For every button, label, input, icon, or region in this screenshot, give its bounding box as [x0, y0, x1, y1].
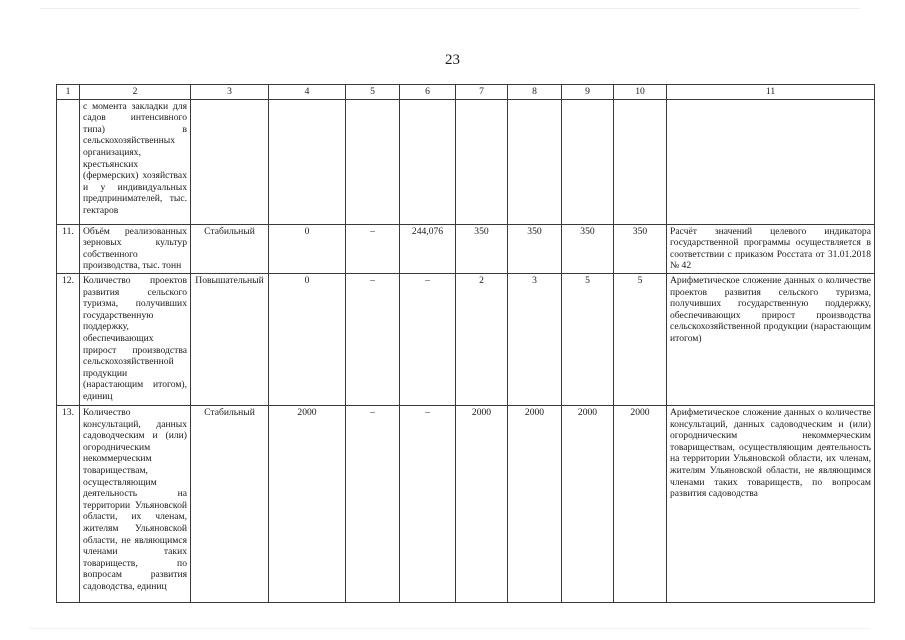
indicators-table: [56, 84, 875, 603]
row-number: [57, 99, 80, 224]
value-col10: 2000: [614, 405, 667, 602]
value-col6: –: [400, 405, 456, 602]
value-col7: 2: [456, 273, 508, 405]
value-col7: 350: [456, 224, 508, 273]
header-row: [57, 85, 875, 100]
trend: [191, 99, 269, 224]
header-cell: 11: [667, 85, 875, 100]
table-row: [57, 273, 875, 405]
trend: Повышательный: [191, 273, 269, 405]
calculation-method: Арифметическое сложение данных о количестве консультаций, данных садоводческим и (или) огородническим некоммерческим товариществам, осуществляющим деятельность на территории Ульяновской области, их членам, жителям Ульяновской области, не являющимся членами таких товариществ, по вопросам развития садоводства: [667, 405, 875, 602]
indicator-name: Количество проектов развития сельского туризма, получивших государственную поддержку, обеспечивающих прирост производства сельскохозяйственной продукции (нарастающим итогом), единиц: [80, 273, 191, 405]
value-col5: [346, 99, 400, 224]
calculation-method: [667, 99, 875, 224]
calculation-method: Расчёт значений целевого индикатора государственной программы осуществляется в соответствии с приказом Росстата от 31.01.2018 № 42: [667, 224, 875, 273]
header-cell: 9: [562, 85, 614, 100]
page-number: 23: [445, 52, 460, 68]
row-number: 11.: [57, 224, 80, 273]
indicator-name: Количество консультаций, данных садоводческим и (или) огородническим некоммерческим товариществам, осуществляющим деятельность на территории Ульяновской области, их членам, жителям Ульяновской области, не являющимся членами таких товариществ, по вопросам развития садоводства, единиц: [80, 405, 191, 602]
scan-mark-top: [40, 8, 860, 9]
value-col8: 2000: [508, 405, 562, 602]
trend: Стабильный: [191, 405, 269, 602]
indicator-name: с момента закладки для садов интенсивного типа) в сельскохозяйственных организациях, крестьянских (фермерских) хозяйствах и у индивидуальных предпринимателей, тыс. гектаров: [80, 99, 191, 224]
value-col4: 2000: [269, 405, 346, 602]
table-row: [57, 224, 875, 273]
header-cell: 8: [508, 85, 562, 100]
value-col4: 0: [269, 224, 346, 273]
value-col10: 350: [614, 224, 667, 273]
calculation-method: Арифметическое сложение данных о количестве проектов развития сельского туризма, получивших государственную поддержку, обеспечивающих прирост производства сельскохозяйственной продукции (нарастающим итогом): [667, 273, 875, 405]
value-col8: 3: [508, 273, 562, 405]
value-col7: [456, 99, 508, 224]
header-cell: 6: [400, 85, 456, 100]
header-cell: 1: [57, 85, 80, 100]
value-col4: [269, 99, 346, 224]
value-col9: 350: [562, 224, 614, 273]
row-number: 12.: [57, 273, 80, 405]
table-row: [57, 99, 875, 224]
indicator-name: Объём реализованных зерновых культур собственного производства, тыс. тонн: [80, 224, 191, 273]
value-col6: –: [400, 273, 456, 405]
value-col8: 350: [508, 224, 562, 273]
header-cell: 7: [456, 85, 508, 100]
value-col4: 0: [269, 273, 346, 405]
value-col9: 5: [562, 273, 614, 405]
trend: Стабильный: [191, 224, 269, 273]
header-cell: 2: [80, 85, 191, 100]
header-cell: 3: [191, 85, 269, 100]
value-col5: –: [346, 224, 400, 273]
value-col9: [562, 99, 614, 224]
row-number: 13.: [57, 405, 80, 602]
value-col10: 5: [614, 273, 667, 405]
table-row: [57, 405, 875, 602]
value-col5: –: [346, 273, 400, 405]
header-cell: 4: [269, 85, 346, 100]
value-col7: 2000: [456, 405, 508, 602]
header-cell: 10: [614, 85, 667, 100]
value-col10: [614, 99, 667, 224]
value-col9: 2000: [562, 405, 614, 602]
value-col8: [508, 99, 562, 224]
value-col5: –: [346, 405, 400, 602]
scan-mark-bottom: [30, 628, 870, 629]
value-col6: [400, 99, 456, 224]
value-col6: 244,076: [400, 224, 456, 273]
header-cell: 5: [346, 85, 400, 100]
